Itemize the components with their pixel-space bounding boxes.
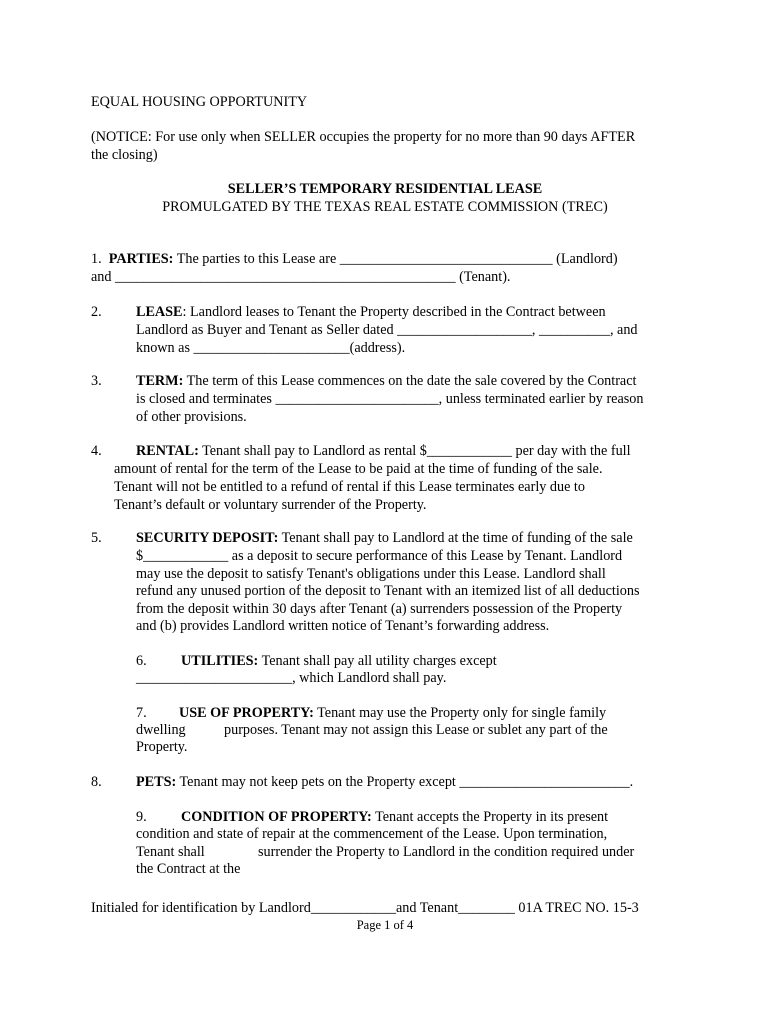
section-number: 9. <box>136 809 147 825</box>
section-rental-line-3: Tenant will not be entitled to a refund of rental if this Lease terminates early due to <box>114 479 585 495</box>
section-heading: PARTIES: <box>108 251 174 267</box>
section-parties-line-2: and ________________________________________________ (Tenant). <box>91 269 511 285</box>
section-number: 3. <box>91 373 102 389</box>
section-condition-line-4: the Contract at the <box>136 861 241 877</box>
section-term-line-2: is closed and terminates _______________________, unless terminated earlier by reason <box>136 391 644 407</box>
section-text: Tenant may use the Property only for single family <box>313 705 607 721</box>
section-parties <box>91 251 618 269</box>
section-term <box>136 373 636 391</box>
section-heading: RENTAL: <box>136 443 199 459</box>
section-text: Tenant shall pay all utility charges except <box>258 653 497 669</box>
section-text: Tenant shall pay to Landlord at the time of funding of the sale <box>278 530 633 546</box>
section-number: 7. <box>136 705 147 721</box>
section-text: Tenant shall pay to Landlord as rental $____________ per day with the full <box>198 443 631 459</box>
section-use-of-property <box>179 705 606 723</box>
notice-line-2: the closing) <box>91 147 158 163</box>
section-rental-line-2: amount of rental for the term of the Lease to be paid at the time of funding of the sale. <box>114 461 603 477</box>
section-number: 2. <box>91 304 102 320</box>
section-lease-line-3: known as ______________________(address). <box>136 340 406 356</box>
equal-housing-label: EQUAL HOUSING OPPORTUNITY <box>91 94 308 110</box>
section-number: 6. <box>136 653 147 669</box>
section-deposit-line-4: refund any unused portion of the deposit to Tenant with an itemized list of all deductions <box>136 583 640 599</box>
section-text: Tenant may not keep pets on the Property except ________________________. <box>176 774 634 790</box>
section-text: The term of this Lease commences on the date the sale covered by the Contract <box>183 373 637 389</box>
section-deposit-line-6: and (b) provides Landlord written notice of Tenant’s forwarding address. <box>136 618 550 634</box>
section-heading: TERM: <box>136 373 184 389</box>
notice-line-1: (NOTICE: For use only when SELLER occupies the property for no more than 90 days AFTER <box>91 129 636 145</box>
section-deposit-line-3: may use the deposit to satisfy Tenant's obligations under this Lease. Landlord shall <box>136 566 606 582</box>
document-subtitle: PROMULGATED BY THE TEXAS REAL ESTATE COMMISSION (TREC) <box>162 199 608 215</box>
section-use-line-2b: purposes. Tenant may not assign this Lease or sublet any part of the <box>224 722 608 738</box>
section-utilities-line-2: ______________________, which Landlord shall pay. <box>136 670 447 686</box>
page-number: Page 1 of 4 <box>356 918 414 932</box>
document-title: SELLER’S TEMPORARY RESIDENTIAL LEASE <box>227 181 543 197</box>
section-term-line-3: of other provisions. <box>136 409 247 425</box>
section-heading: CONDITION OF PROPERTY: <box>181 809 372 825</box>
section-heading: UTILITIES: <box>181 653 259 669</box>
section-number: 4. <box>91 443 102 459</box>
section-use-line-2a: dwelling <box>136 722 186 738</box>
section-number: 5. <box>91 530 102 546</box>
section-lease <box>136 304 606 322</box>
section-use-line-3: Property. <box>136 739 188 755</box>
section-utilities <box>181 653 497 671</box>
section-heading: PETS: <box>136 774 177 790</box>
section-heading: USE OF PROPERTY: <box>179 705 314 721</box>
section-text: : Landlord leases to Tenant the Property described in the Contract between <box>182 304 606 320</box>
section-condition-line-2: condition and state of repair at the commencement of the Lease. Upon termination, <box>136 826 608 842</box>
section-number: 1. <box>91 251 102 267</box>
footer-initials: Initialed for identification by Landlord____________and Tenant________ 01A TREC NO. 15-3 <box>91 900 639 916</box>
section-deposit-line-5: from the deposit within 30 days after Tenant (a) surrenders possession of the Property <box>136 601 623 617</box>
section-heading: LEASE <box>136 304 183 320</box>
section-rental <box>136 443 631 461</box>
section-deposit-line-2: $____________ as a deposit to secure performance of this Lease by Tenant. Landlord <box>136 548 623 564</box>
section-text: Tenant accepts the Property in its present <box>371 809 609 825</box>
section-text: The parties to this Lease are ______________________________ (Landlord) <box>173 251 618 267</box>
section-security-deposit <box>136 530 633 548</box>
section-number: 8. <box>91 774 102 790</box>
section-condition-line-3b: surrender the Property to Landlord in the condition required under <box>258 844 635 860</box>
section-condition-line-3a: Tenant shall <box>136 844 205 860</box>
section-condition-of-property <box>181 809 608 827</box>
section-heading: SECURITY DEPOSIT: <box>136 530 279 546</box>
section-rental-line-4: Tenant’s default or voluntary surrender of the Property. <box>114 497 427 513</box>
section-pets <box>136 774 633 792</box>
section-lease-line-2: Landlord as Buyer and Tenant as Seller dated ___________________, __________, and <box>136 322 638 338</box>
